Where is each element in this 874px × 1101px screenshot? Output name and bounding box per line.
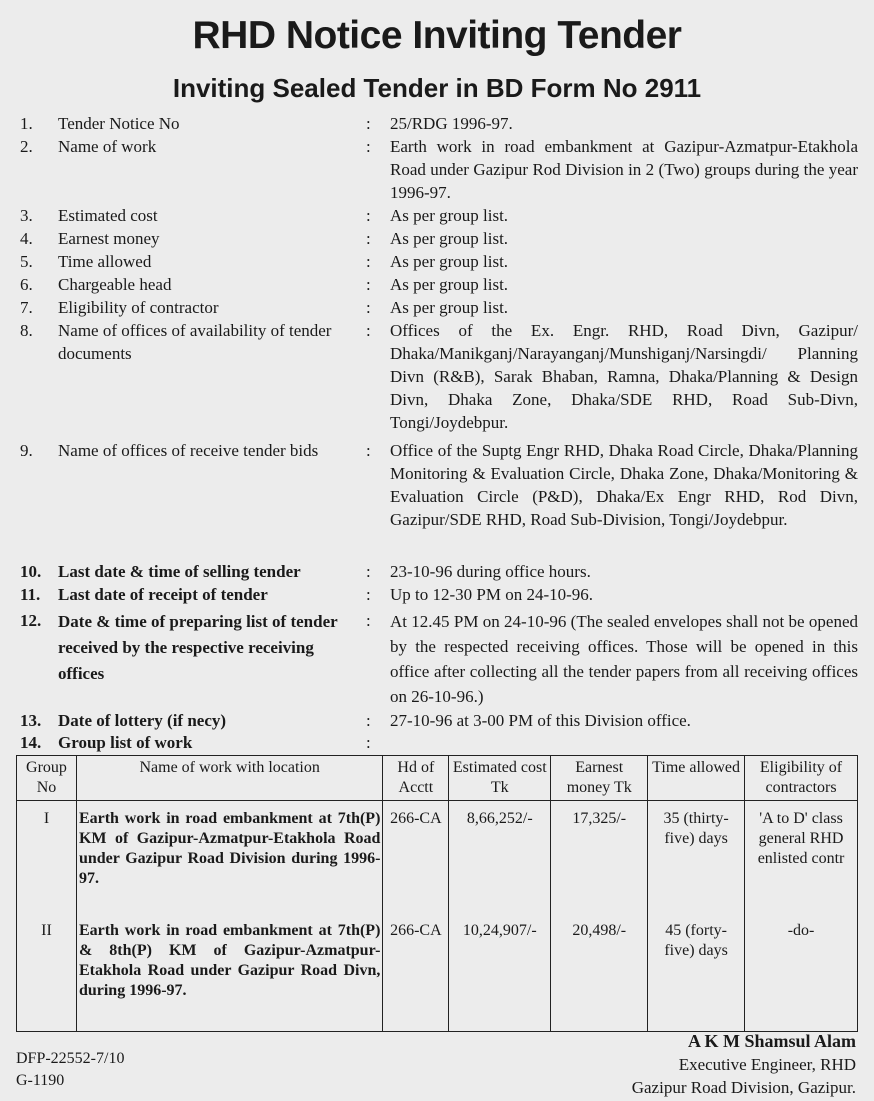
work-location: Earth work in road embankment at 7th(P) & 8th(P) KM of Gazipur-Azmatpur-Etakhola Road under Gazipur Road Divn, during 1996-97.	[76, 919, 382, 1032]
item-value: Offices of the Ex. Engr. RHD, Road Divn, Gazipur/ Dhaka/Manikganj/Narayanganj/Munshiganj/Narsingdi/ Planning Divn (R&B), Sarak Bhaban, Ramna, Dhaka/Planning & Design Divn, Dhaka Zone, Dhaka/SDE RHD, Road Sub-Divn, Tongi/Joydebpur.	[390, 321, 858, 432]
item-number: 6.	[20, 275, 33, 294]
head-of-account: 266-CA	[383, 919, 449, 1032]
item-number: 4.	[20, 229, 33, 248]
time-allowed: 45 (forty-five) days	[648, 919, 745, 1032]
item-value: At 12.45 PM on 24-10-96 (The sealed envelopes shall not be opened by the respected receiving offices. Those will be opened in this office after collecting all the tender papers from all receiving offices on 26-10-96.)	[390, 612, 858, 706]
estimated-cost: 10,24,907/-	[449, 919, 551, 1032]
earnest-money: 20,498/-	[551, 919, 648, 1032]
item-number: 11.	[20, 585, 41, 604]
column-header: Hd of Acctt	[383, 756, 449, 801]
item-value: 27-10-96 at 3-00 PM of this Division office.	[390, 711, 691, 730]
table-row	[17, 801, 858, 920]
item-label: Last date & time of selling tender	[58, 562, 301, 581]
item-label: Name of work	[58, 137, 157, 156]
group-number: I	[17, 801, 77, 920]
signatory-office: Gazipur Road Division, Gazipur.	[631, 1078, 856, 1097]
item-value: As per group list.	[390, 252, 509, 271]
time-allowed: 35 (thirty-five) days	[648, 801, 745, 920]
column-header: Eligibility of contractors	[745, 756, 858, 801]
item-value: As per group list.	[390, 206, 509, 225]
dfp-reference: DFP-22552-7/10	[16, 1050, 125, 1067]
signatory-name: A K M Shamsul Alam	[687, 1031, 856, 1051]
item-number: 8.	[20, 321, 33, 340]
work-location: Earth work in road embankment at 7th(P) KM of Gazipur-Azmatpur-Etakhola Road under Gazipur Road Division during 1996-97.	[76, 801, 382, 920]
table-header-row	[17, 756, 858, 801]
item-label: Last date of receipt of tender	[58, 585, 268, 604]
item-label: Name of offices of availability of tender documents	[58, 321, 332, 363]
g-reference: G-1190	[16, 1072, 65, 1089]
estimated-cost: 8,66,252/-	[449, 801, 551, 920]
item-value: As per group list.	[390, 229, 509, 248]
item-label: Date of lottery (if necy)	[58, 711, 227, 730]
item-number: 10.	[20, 562, 42, 581]
item-label: Eligibility of contractor	[58, 298, 219, 317]
notice-title: RHD Notice Inviting Tender	[192, 14, 682, 57]
reference-block	[16, 1048, 124, 1092]
item-number: 9.	[20, 441, 33, 460]
head-of-account: 266-CA	[383, 801, 449, 920]
column-header: Estimated cost Tk	[449, 756, 551, 801]
item-value: Earth work in road embankment at Gazipur-Azmatpur-Etakhola Road under Gazipur Rod Division in 2 (Two) groups during the year 1996-97.	[390, 137, 858, 202]
item-value: As per group list.	[390, 298, 509, 317]
item-value: Up to 12-30 PM on 24-10-96.	[390, 585, 594, 604]
eligibility: -do-	[745, 919, 858, 1032]
group-number: II	[17, 919, 77, 1032]
item-number: 7.	[20, 298, 33, 317]
earnest-money: 17,325/-	[551, 801, 648, 920]
table-row	[17, 919, 858, 1032]
item-label: Estimated cost	[58, 206, 158, 225]
column-header: Earnest money Tk	[551, 756, 648, 801]
notice-subtitle: Inviting Sealed Tender in BD Form No 2911	[172, 73, 702, 103]
item-value: As per group list.	[390, 275, 509, 294]
item-label: Name of offices of receive tender bids	[58, 441, 319, 460]
item-number: 14.	[20, 733, 42, 752]
column-header: Time allowed	[648, 756, 745, 801]
item-number: 12.	[20, 611, 42, 630]
item-label: Chargeable head	[58, 275, 172, 294]
item-value: 23-10-96 during office hours.	[390, 562, 591, 581]
item-label: Date & time of preparing list of tender received by the respective receiving offices	[58, 612, 338, 683]
signatory-title: Executive Engineer, RHD	[678, 1055, 856, 1074]
group-list-table	[16, 755, 858, 1032]
item-number: 3.	[20, 206, 33, 225]
signature-block	[632, 1030, 856, 1099]
item-number: 5.	[20, 252, 33, 271]
column-header: Name of work with location	[76, 756, 382, 801]
item-value: Office of the Suptg Engr RHD, Dhaka Road Circle, Dhaka/Planning Monitoring & Evaluation Circle, Dhaka Zone, Dhaka/Monitoring & Evaluation Circle (P&D), Dhaka/Ex Engr RHD, Rod Divn, Gazipur/SDE RHD, Road Sub-Division, Tongi/Joydebpur.	[390, 441, 858, 529]
item-number: 1.	[20, 114, 33, 133]
item-number: 2.	[20, 137, 33, 156]
item-label: Time allowed	[58, 252, 152, 271]
item-label: Earnest money	[58, 229, 160, 248]
item-value: 25/RDG 1996-97.	[390, 114, 513, 133]
eligibility: 'A to D' class general RHD enlisted contr	[745, 801, 858, 920]
item-number: 13.	[20, 711, 42, 730]
column-header: Group No	[17, 756, 77, 801]
item-label: Group list of work	[58, 733, 193, 752]
tender-notice: RHD Notice Inviting Tender Inviting Sealed Tender in BD Form No 2911 1. Tender Notice No : 25/RDG 1996-97. 2. Name of work : Earth work in road embankment at Gazipur-Azmatpur-Etakhola Road under Gazipur Rod Division in 2 (Two) groups during the year 1996-97. 3. Estimated cost : As per group list. 4. Earnest money : As per group list. 5. Time allowed : As per group list. 6. Chargeable head : As per group list. 7. Eligibility of contractor : As per group list. 8. Name of offices of availability of tender documents : Offices of the Ex. Engr. RHD, Road Divn, Gazipur/ Dhaka/Manikganj/Narayanganj/Munshiganj/Narsingdi/ Planning Divn (R&B), Sarak Bhaban, Ramna, Dhaka/Planning & Design Divn, Dhaka Zone, Dhaka/SDE RHD, Road Sub-Divn, Tongi/Joydebpur. 9. Name of offices of receive tender bids : Office of the Suptg Engr RHD, Dhaka Road Circle, Dhaka/Planning Monitoring & Evaluation Circle, Dhaka Zone, Dhaka/Monitoring & Evaluation Circle (P&D), Dhaka/Ex Engr RHD, Rod Divn, Gazipur/SDE RHD, Road Sub-Division, Tongi/Joydebpur. 10. Last date & time of selling tender : 23-10-96 during office hours. 11. Last date of receipt of tender : Up to 12-30 PM on 24-10-96. 12. Date & time of preparing list of tender received by the respective receiving offices : At 12.45 PM on 24-10-96 (The sealed envelopes shall not be opened by the respected receiving offices. Those will be opened in this office after collecting all the tender papers from all receiving offices on 26-10-96.) 13. Date of lottery (if necy) : 27-10-96 at 3-00 PM of this Division office. 14. Group list of work : Group No Name of work with location Hd of Acctt Estimated cost Tk Earnest money Tk Time allowed Eligibility of contractors I Earth work in road embankment at 7th(P) KM of Gazipur-Azmatpur-Etakhola Road under Gazipur Road Division during 1996-97. 266-CA 8,66,252/- 17,325/- 35 (thirty-five) days 'A to D' class general RHD enlisted contr II Earth work in road embankment at 7th(P) & 8th(P) KM of Gazipur-Azmatpur-Etakhola Road under Gazipur Road Divn, during 1996-97. 266-CA 10,24,907/- 20,498/- 45 (forty-five) days -do- A K M Shamsul Alam Executive Engineer, RHD Gazipur Road Division, Gazipur. DFP-22552-7/10 G-1190	[0, 0, 874, 1101]
item-label: Tender Notice No	[58, 114, 180, 133]
